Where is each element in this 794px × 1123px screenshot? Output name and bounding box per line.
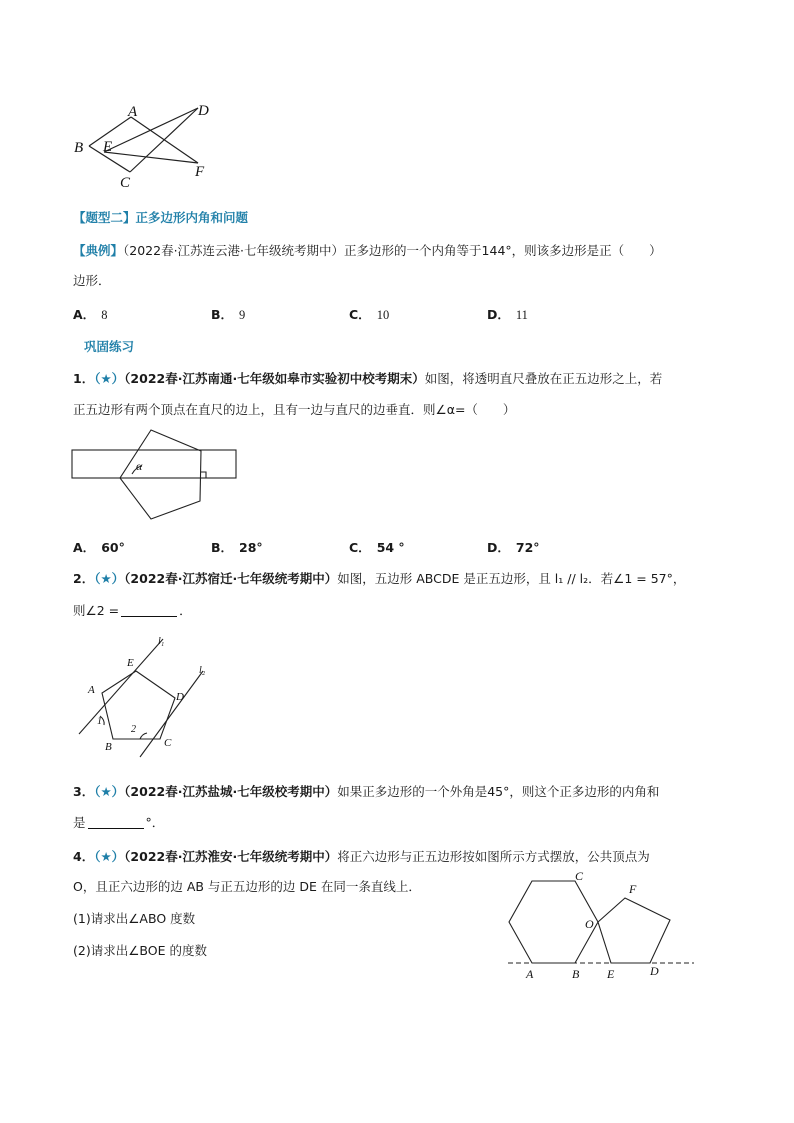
example-option-b: B． 9 — [211, 307, 246, 322]
q4-sub-2: (2)请求出∠BOE 的度数 — [73, 943, 207, 958]
star-icon: （★） — [94, 371, 125, 386]
q2-fig-label-e: E — [127, 657, 134, 669]
q1-line-1: 1．（★）（2022春·江苏南通·七年级如皋市实验初中校考期末）如图，将透明直尺叠放在正五边形之上，若 — [73, 371, 663, 386]
q3-line-1: 3．（★）（2022春·江苏盐城·七年级校考期中）如果正多边形的一个外角是45°，则这个正多边形的内角和 — [73, 784, 660, 799]
q2-fig-label-l1: l₁ — [158, 636, 165, 647]
section-title: 【题型二】正多边形内角和问题 — [73, 210, 249, 225]
q1-fig-label-alpha: α — [136, 459, 143, 473]
example-line-2: 边形． — [73, 273, 111, 288]
q1-option-a: A． 60° — [73, 540, 125, 555]
figure-pentagon-parallel-lines — [72, 632, 212, 762]
fig1-label-d: D — [198, 103, 209, 119]
fig1-label-f: F — [195, 164, 205, 180]
example-option-c: C． 10 — [349, 307, 390, 322]
fig1-label-a: A — [128, 104, 138, 120]
q3-line-2: 是 °． — [73, 815, 165, 830]
q1-option-b: B． 28° — [211, 540, 263, 555]
q4-fig-label-f: F — [629, 882, 637, 896]
q4-fig-label-c: C — [575, 869, 584, 883]
q4-line-1: 4．（★）（2022春·江苏淮安·七年级统考期中）将正六边形与正五边形按如图所示方式摆放，公共顶点为 — [73, 849, 650, 864]
q2-line-2: 则∠2 = ． — [73, 603, 192, 618]
star-icon: （★） — [94, 571, 125, 586]
example-option-d: D． 11 — [487, 307, 528, 322]
q4-sub-1: (1)请求出∠ABO 度数 — [73, 911, 196, 926]
example-line-1 — [73, 241, 662, 259]
figure-crossing-lines — [70, 100, 220, 195]
example-option-a: A． 8 — [73, 307, 108, 322]
q1-option-c: C． 54 ° — [349, 540, 405, 555]
q2-line-1: 2．（★）（2022春·江苏宿迁·七年级统考期中）如图，五边形 ABCDE 是正五边形，且 l₁ // l₂．若∠1 = 57°， — [73, 571, 686, 586]
q4-fig-label-o: O — [585, 917, 594, 931]
fig1-label-e: E — [103, 139, 113, 155]
figure-ruler-pentagon — [70, 425, 242, 525]
q4-fig-label-e: E — [607, 967, 615, 981]
example-text: 正多边形的一个内角等于144°，则该多边形是正（ ） — [344, 243, 662, 258]
q2-fig-label-1: 1 — [97, 716, 102, 727]
q4-line-2: O，且正六边形的边 AB 与正五边形的边 DE 在同一条直线上． — [73, 879, 421, 894]
example-source: （2022春·江苏连云港·七年级统考期中） — [123, 243, 345, 258]
q2-fig-label-l2: l₂ — [199, 665, 206, 676]
q1-line-2: 正五边形有两个顶点在直尺的边上，且有一边与直尺的边垂直．则∠α=（ ） — [73, 402, 516, 417]
practice-title: 巩固练习 — [84, 339, 135, 354]
figure-hexagon-pentagon — [498, 868, 698, 983]
star-icon: （★） — [94, 849, 125, 864]
q1-option-d: D． 72° — [487, 540, 540, 555]
answer-blank[interactable] — [121, 604, 177, 617]
star-icon: （★） — [94, 784, 125, 799]
q4-fig-label-d: D — [650, 964, 659, 978]
fig1-label-b: B — [74, 140, 84, 156]
fig1-label-c: C — [120, 175, 131, 191]
answer-blank[interactable] — [88, 816, 144, 829]
example-tag: 【典例】 — [73, 243, 124, 258]
q4-fig-label-b: B — [572, 967, 580, 981]
q2-fig-label-c: C — [164, 737, 172, 749]
q2-fig-label-d: D — [176, 691, 184, 703]
q2-fig-label-2: 2 — [131, 724, 136, 735]
q2-fig-label-a: A — [88, 684, 95, 696]
q4-fig-label-a: A — [526, 967, 534, 981]
q2-fig-label-b: B — [105, 741, 112, 753]
